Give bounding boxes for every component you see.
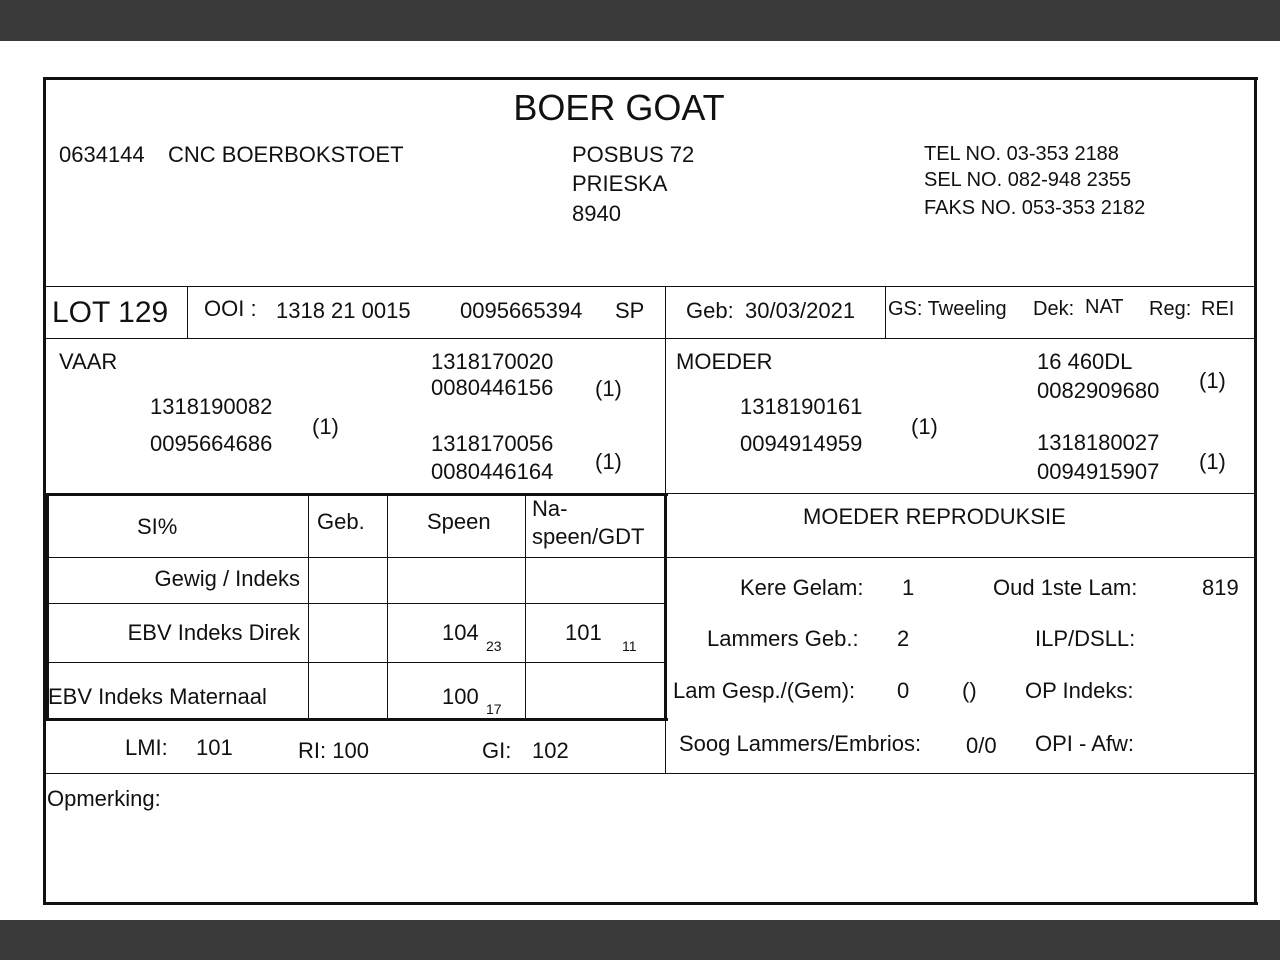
- rule-indices: [43, 773, 1257, 774]
- breeder-number: 0634144: [59, 142, 145, 167]
- op-label: OP Indeks:: [1025, 678, 1134, 703]
- kere-gelam-value: 1: [902, 575, 915, 600]
- opi-label: OPI - Afw:: [1035, 731, 1135, 756]
- maternaal-speen: 100: [442, 684, 479, 709]
- lammers-geb-label: Lammers Geb.:: [707, 626, 859, 651]
- reg-label: Reg:: [1149, 298, 1192, 320]
- moeder-dam-count: (1): [1199, 449, 1226, 474]
- border-bottom: [43, 902, 1258, 905]
- naspeen-header-line-2: speen/GDT: [532, 524, 645, 549]
- dek-label: Dek:: [1033, 298, 1075, 320]
- lmi-value: 101: [196, 735, 233, 760]
- border-right: [1254, 77, 1257, 905]
- rule-geb: [885, 286, 886, 339]
- soog-label: Soog Lammers/Embrios:: [679, 731, 922, 756]
- border-left: [43, 77, 46, 905]
- lmi-label: LMI:: [125, 735, 168, 760]
- faks-number: FAKS NO. 053-353 2182: [924, 197, 1146, 219]
- geb-date: 30/03/2021: [745, 298, 856, 323]
- rule-perf-col3: [525, 494, 526, 720]
- ooi-reg-no: 0095665394: [460, 298, 583, 323]
- rule-lot: [187, 286, 188, 339]
- rule-animal: [43, 338, 1257, 339]
- address-line-3: 8940: [572, 201, 621, 226]
- dek-value: NAT: [1085, 296, 1124, 318]
- vaar-label: VAAR: [59, 349, 118, 374]
- address-line-1: POSBUS 72: [572, 142, 695, 167]
- ilp-label: ILP/DSLL:: [1035, 626, 1136, 651]
- rule-perf-col2: [387, 494, 388, 720]
- moeder-dam-reg: 0094915907: [1037, 459, 1160, 484]
- vaar-reg: 0095664686: [150, 431, 273, 456]
- vaar-sire-count: (1): [595, 376, 622, 401]
- soog-value: 0/0: [966, 733, 997, 758]
- vaar-sire-id: 1318170020: [431, 349, 554, 374]
- rule-pedigree-right: [665, 493, 1257, 494]
- tel-number: TEL NO. 03-353 2188: [924, 143, 1119, 165]
- gi-value: 102: [532, 738, 569, 763]
- vaar-sire-reg: 0080446156: [431, 375, 554, 400]
- reg-value: REI: [1201, 298, 1235, 320]
- gs-value: GS: Tweeling: [888, 298, 1007, 320]
- geb-header: Geb.: [317, 509, 365, 534]
- maternaal-speen-sub: 17: [486, 701, 502, 717]
- gi-label: GI:: [482, 738, 512, 763]
- vaar-count: (1): [312, 414, 339, 439]
- rule-perf-header: [43, 557, 1257, 558]
- oud-label: Oud 1ste Lam:: [993, 575, 1138, 600]
- moeder-label: MOEDER: [676, 349, 773, 374]
- rule-perf-row2: [43, 662, 666, 663]
- rule-perf-col1: [308, 494, 309, 720]
- lammers-geb-value: 2: [897, 626, 910, 651]
- direk-naspeen-sub: 11: [622, 638, 637, 654]
- lam-gesp-gem: (): [962, 678, 977, 703]
- lam-gesp-value: 0: [897, 678, 910, 703]
- ooi-id: 1318 21 0015: [276, 298, 411, 323]
- oud-value: 819: [1202, 575, 1239, 600]
- gewig-label: Gewig / Indeks: [154, 566, 300, 591]
- kere-gelam-label: Kere Gelam:: [740, 575, 864, 600]
- ooi-label: OOI :: [204, 296, 257, 321]
- direk-speen: 104: [442, 620, 479, 645]
- lot-number: LOT 129: [52, 296, 169, 329]
- rule-perf-row1: [43, 603, 666, 604]
- direk-naspeen: 101: [565, 620, 602, 645]
- card-title: BOER GOAT: [513, 87, 725, 128]
- reproduction-title: MOEDER REPRODUKSIE: [803, 504, 1066, 529]
- rule-perf-right: [664, 493, 667, 721]
- si-header: SI%: [137, 514, 178, 539]
- breeder-name: CNC BOERBOKSTOET: [168, 142, 404, 167]
- moeder-sire-id: 16 460DL: [1037, 349, 1133, 374]
- vaar-dam-id: 1318170056: [431, 431, 554, 456]
- direk-speen-sub: 23: [486, 638, 502, 654]
- lam-gesp-label: Lam Gesp./(Gem):: [673, 678, 856, 703]
- naspeen-header-line-1: Na-: [532, 496, 568, 521]
- speen-header: Speen: [427, 509, 491, 534]
- moeder-reg: 0094914959: [740, 431, 863, 456]
- moeder-count: (1): [911, 414, 938, 439]
- remarks-label: Opmerking:: [47, 786, 161, 811]
- rule-perf-bottom: [43, 718, 668, 721]
- rule-header: [43, 286, 1257, 287]
- vaar-dam-count: (1): [595, 449, 622, 474]
- moeder-sire-reg: 0082909680: [1037, 378, 1160, 403]
- ri-value: RI: 100: [298, 738, 369, 763]
- rule-pedigree-left: [43, 493, 668, 496]
- moeder-sire-count: (1): [1199, 368, 1226, 393]
- vaar-id: 1318190082: [150, 394, 273, 419]
- geb-label: Geb:: [686, 298, 734, 323]
- address-line-2: PRIESKA: [572, 171, 668, 196]
- moeder-dam-id: 1318180027: [1037, 430, 1160, 455]
- vaar-dam-reg: 0080446164: [431, 459, 554, 484]
- direk-label: EBV Indeks Direk: [127, 620, 300, 645]
- maternaal-label: EBV Indeks Maternaal: [48, 684, 267, 709]
- border-top: [43, 77, 1258, 80]
- moeder-id: 1318190161: [740, 394, 863, 419]
- sel-number: SEL NO. 082-948 2355: [924, 169, 1132, 191]
- ooi-type: SP: [615, 298, 645, 323]
